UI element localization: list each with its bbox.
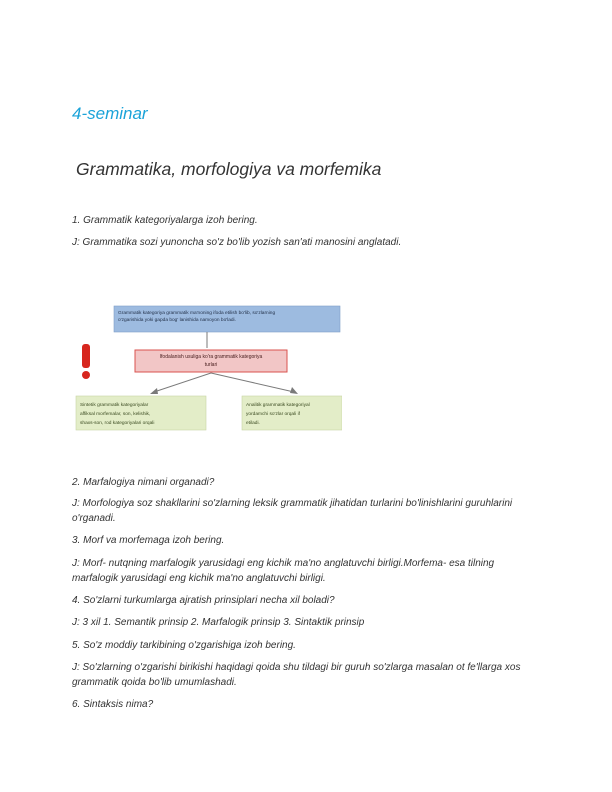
diagram-arrow-right — [211, 373, 294, 392]
diagram-top-text-2: o'zgarishida yoki gapda bog' lanishida namoyon bo'ladi. — [118, 318, 236, 323]
diagram-middle-text-2: turlari — [204, 362, 218, 368]
diagram-middle-text-1: Ifodalanish usuliga ko'ra grammatik kategoriya — [159, 354, 263, 360]
question-5: 5. So'z moddiy tarkibining o'zgarishiga izoh bering. — [72, 640, 296, 651]
diagram-right-text-2: yordamchi so'zlar orqali if — [246, 412, 300, 417]
seminar-heading: 4-seminar — [72, 104, 148, 123]
exclamation-icon — [82, 344, 90, 368]
diagram-arrow-left — [154, 373, 211, 392]
question-4: 4. So'zlarni turkumlarga ajratish prinsiplari necha xil boladi? — [72, 595, 335, 606]
diagram-arrowhead-left — [150, 388, 158, 394]
exclamation-dot-icon — [82, 371, 90, 379]
diagram-left-text-1: Sintetik grammatik kategoriyalar — [80, 403, 149, 408]
diagram-top-text-1: Grammatik kategoriya grammatik ma'noning ifoda etilish bo'lib, so'zlarning — [118, 311, 276, 316]
question-2: 2. Marfalogiya nimani organadi? — [72, 477, 215, 488]
answer-1: J: Grammatika sozi yunoncha so'z bo'lib yozish san'ati manosini anglatadi. — [72, 237, 402, 248]
grammatical-category-diagram — [72, 300, 342, 440]
question-3: 3. Morf va morfemaga izoh bering. — [72, 535, 225, 546]
answer-2: J: Morfologiya soz shakllarini so'zlarning leksik grammatik jihatidan turlarini bo'linishlarini guruhlarini o'rganadi. — [72, 498, 513, 524]
diagram-left-text-2: affiksal morfemalar, son, kelishik, — [80, 412, 151, 417]
diagram-left-text-3: shaxs-son, rod kategoriyalari orqali — [80, 421, 155, 426]
diagram-arrowhead-right — [290, 387, 298, 394]
document-title: Grammatika, morfologiya va morfemika — [76, 159, 382, 179]
answer-4: J: 3 xil 1. Semantik prinsip 2. Marfalogik prinsip 3. Sintaktik prinsip — [72, 617, 365, 628]
answer-3: J: Morf- nutqning marfalogik yarusidagi eng kichik ma'no anglatuvchi birligi.Morfema- esa tilning marfalogik yarusidagi eng kichik ma'no anglatuvchi birligi. — [72, 558, 495, 584]
answer-5: J: So'zlarning o'zgarishi birikishi haqidagi qoida shu tildagi bir guruh so'zlarga masalan ot fe'llarga xos grammatik qoida bo'lib umumlashadi. — [72, 662, 521, 688]
question-1: 1. Grammatik kategoriyalarga izoh bering. — [72, 215, 258, 226]
diagram-right-text-1: Analitik grammatik kategoriyal — [246, 403, 310, 408]
diagram-right-text-3: etiladi. — [246, 421, 260, 426]
question-6: 6. Sintaksis nima? — [72, 699, 154, 710]
